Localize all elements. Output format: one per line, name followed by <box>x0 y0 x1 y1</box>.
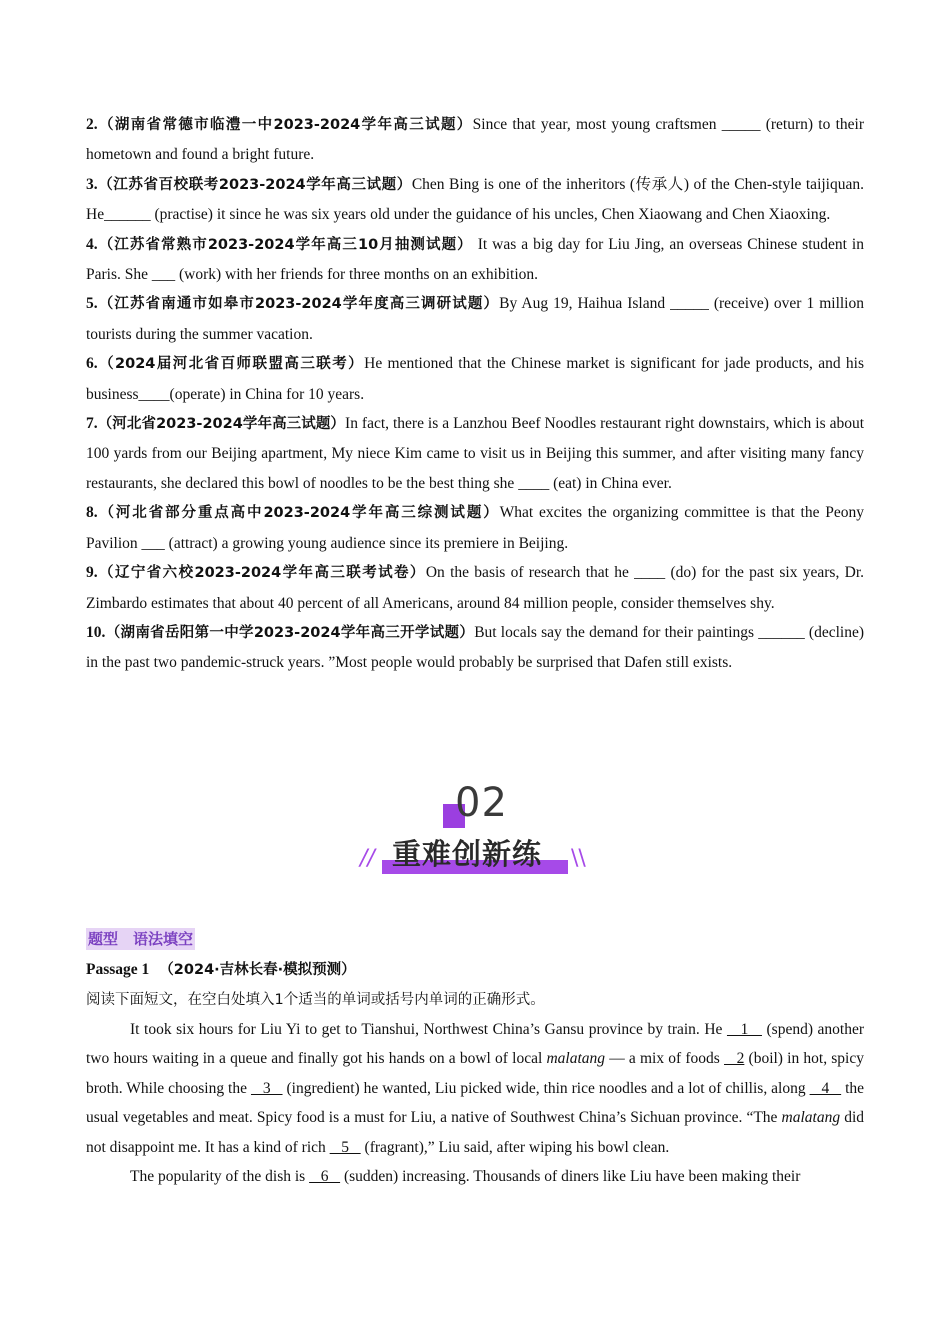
question-text: But locals say the demand for their paintings <box>474 623 759 641</box>
question-item <box>86 230 864 290</box>
passage-source: （2024·吉林长春·模拟预测） <box>159 962 356 978</box>
question-blank: ___ <box>151 266 176 284</box>
question-item <box>86 558 864 618</box>
question-text: On the basis of research that he <box>425 564 635 582</box>
document-page <box>86 110 865 1186</box>
question-source: （湖南省常德市临澧一中2023-2024学年高三试题） <box>97 117 473 133</box>
passage-text: (fragrant),” Liu said, after wiping his bowl clean. <box>360 1138 670 1156</box>
blank-6: 6 <box>309 1168 341 1186</box>
question-blank: ____ <box>138 385 170 403</box>
question-number: 7. <box>86 415 98 433</box>
question-blank: _____ <box>670 295 709 313</box>
question-text: (operate) in China for 10 years. <box>169 385 365 403</box>
passage-title <box>86 958 356 982</box>
passage-text: The popularity of the dish is <box>130 1168 310 1186</box>
question-source: （江苏省南通市如皋市2023-2024学年度高三调研试题） <box>97 296 500 313</box>
passage-title-text: Passage 1 <box>86 961 150 978</box>
question-text: Chen Bing is one of the inheritors (传承人) of the Chen-style taijiquan. He <box>86 175 864 224</box>
passage-paragraph-2 <box>86 1162 864 1191</box>
passage-text: did not disappoint me. It has a kind of rich <box>86 1109 864 1156</box>
question-blank: ____ <box>518 474 550 492</box>
question-text: (work) with her friends for three months on an exhibition. <box>175 266 538 284</box>
passage-instruction: 阅读下面短文，在空白处填入1个适当的单词或括号内单词的正确形式。 <box>86 992 545 1008</box>
question-blank: ______ <box>104 206 151 224</box>
passage-text: It took six hours for Liu Yi to get to Tianshui, Northwest China’s Gansu province by train. He <box>130 1021 727 1038</box>
question-source: （江苏省百校联考2023-2024学年高三试题） <box>97 176 412 193</box>
question-text: (eat) in China ever. <box>549 474 672 492</box>
question-blank: ____ <box>634 564 666 582</box>
section-title: 重难创新练 <box>392 837 543 871</box>
slash-left-icon: // <box>360 846 375 871</box>
question-item <box>86 409 864 498</box>
question-text: (receive) over 1 million tourists during the summer vacation. <box>86 295 864 343</box>
passage-text: (boil) in hot, spicy broth. While choosing the <box>86 1050 864 1097</box>
section-number: 02 <box>455 780 508 826</box>
italic-term: malatang <box>546 1050 606 1068</box>
blank-1: 1 <box>726 1021 762 1038</box>
passage-text: (ingredient) he wanted, Liu picked wide, thin rice noodles and a lot of chillis, along <box>282 1079 810 1097</box>
question-list <box>86 110 864 678</box>
passage-text: — a mix of foods <box>605 1050 725 1068</box>
section-header <box>86 780 864 890</box>
question-blank: ___ <box>141 534 165 552</box>
question-text: He mentioned that the Chinese market is significant for jade products, and his business <box>86 355 865 403</box>
question-number: 2. <box>86 116 98 133</box>
blank-5: 5 <box>329 1138 361 1156</box>
question-number: 4. <box>86 235 98 253</box>
question-text: What excites the organizing committee is that the Peony Pavilion <box>86 504 864 552</box>
question-source: （河北省部分重点高中2023-2024学年高三综测试题） <box>97 505 500 522</box>
question-text: Since that year, most young craftsmen <box>472 116 722 133</box>
question-number: 5. <box>86 295 98 313</box>
passage-body <box>86 1015 864 1191</box>
question-text: (return) to their hometown and found a bright future. <box>86 116 865 164</box>
question-item <box>86 170 864 230</box>
question-text: (attract) a growing young audience since its premiere in Beijing. <box>164 534 569 552</box>
question-number: 3. <box>86 175 98 193</box>
passage-text: (spend) another two hours waiting in a queue and finally got his hands on a bowl of local <box>86 1021 865 1068</box>
question-text: (do) for the past six years, Dr. Zimbardo estimates that about 40 percent of all Americans, around 84 million people, consider themselves shy. <box>86 564 865 612</box>
question-item <box>86 289 864 349</box>
question-text: (decline) in the past two pandemic-struck years. ”Most people would probably be surprised that Dafen still exists. <box>86 623 864 672</box>
question-item <box>86 498 864 558</box>
question-number: 6. <box>86 355 98 373</box>
question-source: （湖南省岳阳第一中学2023-2024学年高三开学试题） <box>105 624 475 641</box>
question-text: By Aug 19, Haihua Island <box>499 295 671 313</box>
question-source: （辽宁省六校2023-2024学年高三联考试卷） <box>97 565 426 582</box>
question-blank: _____ <box>721 116 761 133</box>
question-text: It was a big day for Liu Jing, an overseas Chinese student in Paris. She <box>86 235 864 284</box>
question-number: 9. <box>86 564 98 582</box>
passage-text: (sudden) increasing. Thousands of diners like Liu have been making their <box>340 1168 801 1186</box>
blank-3: 3 <box>250 1079 283 1097</box>
question-item <box>86 349 864 409</box>
passage-paragraph-1 <box>86 1015 864 1162</box>
question-text: In fact, there is a Lanzhou Beef Noodles restaurant right downstairs, which is about 100 yards from our Beijing apartment, My niece Kim came to visit us in Beijing this summer, and after visiting many fancy restaurants, she declared this bowl of noodles to be the best thing she <box>86 415 864 492</box>
question-item <box>86 618 864 678</box>
question-source: （2024届河北省百师联盟高三联考） <box>97 356 365 373</box>
question-number: 10. <box>86 623 106 641</box>
passage-text: the usual vegetables and meat. Spicy food is a must for Liu, a native of Southwest China’s Sichuan province. “The <box>86 1079 865 1127</box>
question-source: （河北省2023-2024学年高三试题） <box>97 416 346 433</box>
question-source: （江苏省常熟市2023-2024学年高三10月抽测试题） <box>97 236 473 253</box>
slash-right-icon: \\ <box>571 846 586 871</box>
italic-term: malatang <box>781 1109 841 1127</box>
blank-4: 4 <box>809 1079 842 1097</box>
question-number: 8. <box>86 504 98 522</box>
question-item <box>86 110 864 170</box>
question-blank: ______ <box>758 623 805 641</box>
blank-2: 2 <box>724 1050 745 1068</box>
question-type-label: 题型 语法填空 <box>88 930 194 948</box>
question-text: (practise) it since he was six years old under the guidance of his uncles, Chen Xiaowang and Chen Xiaoxing. <box>150 206 831 224</box>
